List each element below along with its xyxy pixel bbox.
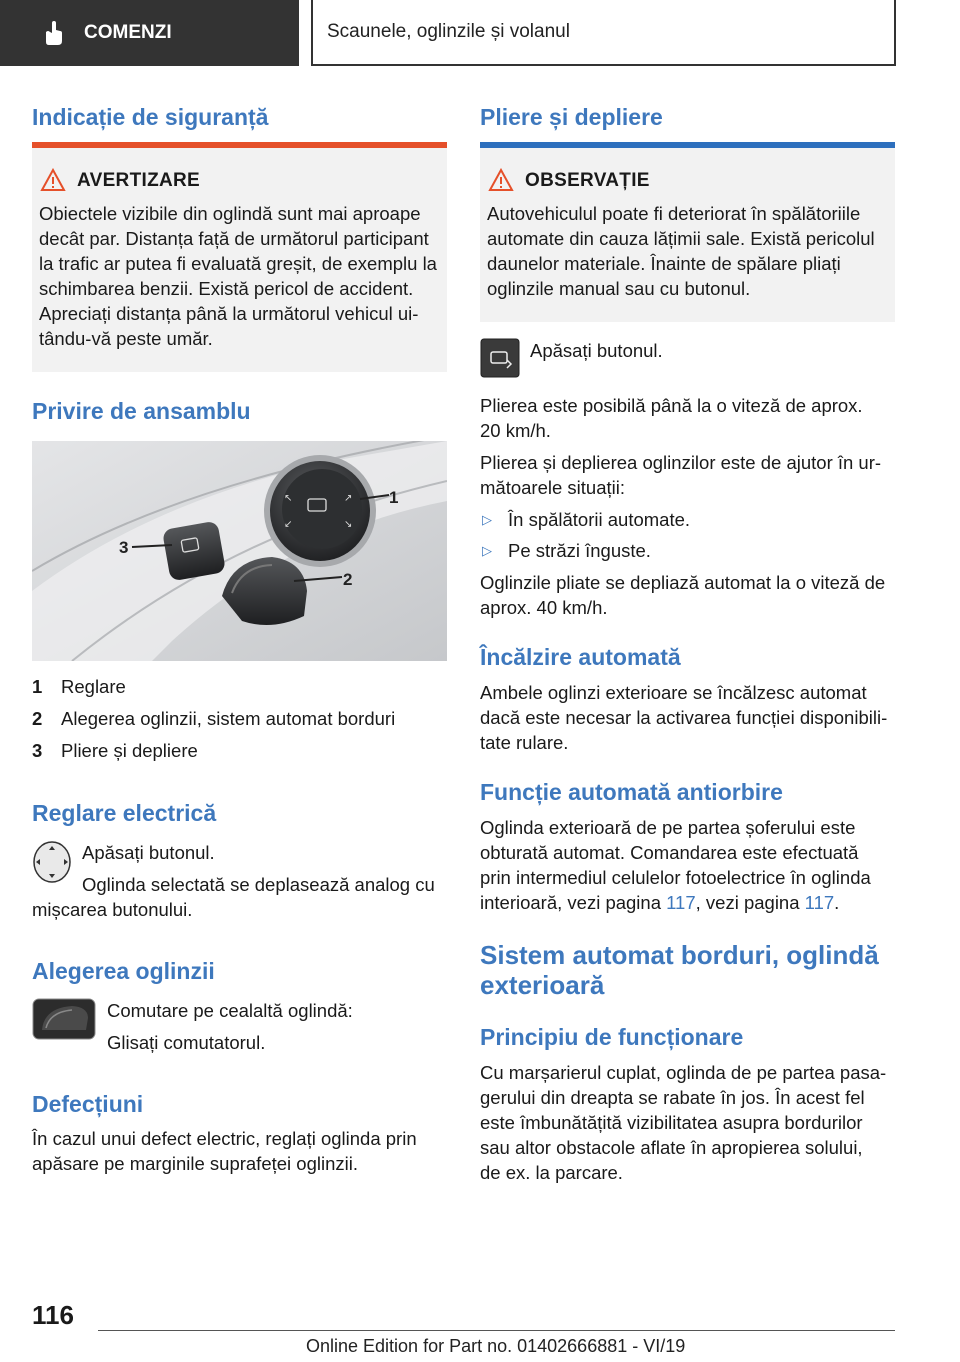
caution-triangle-icon xyxy=(488,168,514,192)
select-line: Glisați comutatorul. xyxy=(107,1032,266,1053)
bullet-item: În spălătorii automate. xyxy=(508,509,691,530)
svg-text:↖: ↖ xyxy=(284,493,293,504)
defects-line: În cazul unui defect electric, reglați oglinda prin xyxy=(32,1128,417,1149)
antiglare-heading: Funcție automată antiorbire xyxy=(480,779,783,805)
note-line: Autovehiculul poate fi deteriorat în spălătoriile xyxy=(487,203,861,224)
note-title: OBSERVAȚIE xyxy=(525,170,650,191)
antiglare-line: prin intermediul celulelor fotoelectrice în oglinda xyxy=(480,867,871,888)
antiglare-text: , vezi pagina xyxy=(695,892,805,913)
antiglare-text: interioară, vezi pagina xyxy=(480,892,667,913)
fold-paragraph-line: aprox. 40 km/h. xyxy=(480,597,608,618)
hand-pointer-icon xyxy=(40,20,66,46)
antiglare-line xyxy=(480,890,839,915)
svg-text:↙: ↙ xyxy=(284,519,293,530)
principle-heading: Principiu de funcționare xyxy=(480,1024,744,1050)
warning-title: AVERTIZARE xyxy=(77,170,200,191)
warning-line: decât par. Distanța față de următorul participant xyxy=(39,228,429,249)
heating-line: Ambele oglinzi exterioare se încălzesc automat xyxy=(480,682,867,703)
fold-paragraph-line: Plierea este posibilă până la o viteză de aprox. xyxy=(480,395,863,416)
electric-heading: Reglare electrică xyxy=(32,800,217,826)
electric-line: mișcarea butonului. xyxy=(32,899,193,920)
fold-heading: Pliere și depliere xyxy=(480,104,663,130)
legend-number: 2 xyxy=(32,708,43,729)
curb-heading-line: exterioară xyxy=(480,970,605,1000)
mirror-selector-switch-icon xyxy=(32,998,96,1040)
fold-paragraph-line: Plierea și deplierea oglinzilor este de ajutor în ur- xyxy=(480,452,882,473)
section-tab xyxy=(0,0,299,66)
note-line: oglinzile manual sau cu butonul. xyxy=(487,278,751,299)
note-box xyxy=(480,142,895,322)
heating-line: dacă este necesar la activarea funcției disponibili- xyxy=(480,707,888,728)
warning-line: schimbarea benzii. Există pericol de accident. xyxy=(39,278,414,299)
fold-paragraph-line: Oglinzile pliate se depliază automat la o viteză de xyxy=(480,572,886,593)
warning-line: Apreciați distanța până la următorul vehicul ui- xyxy=(39,303,419,324)
svg-text:↗: ↗ xyxy=(344,493,353,504)
note-line: automate din cauza lățimii sale. Există pericolul xyxy=(487,228,875,249)
safety-heading: Indicație de siguranță xyxy=(32,104,269,130)
legend-number: 1 xyxy=(32,676,43,697)
principle-line: este îmbunătățită vizibilitatea asupra bordurilor xyxy=(480,1112,863,1133)
callout-3: 3 xyxy=(119,538,129,557)
bullet-triangle-icon: ▷ xyxy=(482,543,492,558)
bullet-triangle-icon: ▷ xyxy=(482,512,492,527)
electric-press: Apăsați butonul. xyxy=(82,842,215,863)
antiglare-text: . xyxy=(834,892,840,913)
warning-line: tându-vă peste umăr. xyxy=(39,328,213,349)
page-header xyxy=(0,0,960,66)
mirror-control-illustration xyxy=(32,441,447,661)
section-tab-label: COMENZI xyxy=(84,22,172,43)
fold-paragraph-line: 20 km/h. xyxy=(480,420,551,441)
chapter-title-text: Scaunele, oglinzile și volanul xyxy=(327,21,570,42)
svg-text:↘: ↘ xyxy=(344,519,353,530)
legend-text: Reglare xyxy=(61,676,126,697)
warning-box xyxy=(32,142,447,372)
defects-line: apăsare pe marginile suprafeței oglinzii. xyxy=(32,1153,358,1174)
legend-text: Alegerea oglinzii, sistem automat borduri xyxy=(61,708,396,729)
principle-line: sau altor obstacole aflate în apropierea solului, xyxy=(480,1137,863,1158)
warning-text xyxy=(39,201,437,351)
warning-line: Obiectele vizibile din oglindă sunt mai aproape xyxy=(39,203,421,224)
curb-heading xyxy=(480,940,879,1000)
edition-text: Online Edition for Part no. 01402666881 - VI/19 xyxy=(306,1336,686,1356)
overview-heading: Privire de ansamblu xyxy=(32,398,251,424)
page-link-117[interactable]: 117 xyxy=(666,892,696,913)
antiglare-line: obturată automat. Comandarea este efectuată xyxy=(480,842,859,863)
legend-text: Pliere și depliere xyxy=(61,740,198,761)
curb-heading-line: Sistem automat borduri, oglindă xyxy=(480,940,879,970)
callout-1: 1 xyxy=(389,488,399,507)
principle-line: de ex. la parcare. xyxy=(480,1162,623,1183)
fold-mirror-button-icon xyxy=(480,338,520,378)
legend-number: 3 xyxy=(32,740,43,761)
select-line: Comutare pe cealaltă oglindă: xyxy=(107,1000,353,1021)
page-number: 116 xyxy=(32,1300,74,1330)
footer-rule xyxy=(98,1330,895,1331)
fold-press: Apăsați butonul. xyxy=(530,340,663,361)
heating-heading: Încălzire automată xyxy=(480,644,681,670)
mirror-control-photo xyxy=(32,441,447,661)
heating-line: tate rulare. xyxy=(480,732,569,753)
bullet-item: Pe străzi înguste. xyxy=(508,540,651,561)
callout-2: 2 xyxy=(343,570,353,589)
select-heading: Alegerea oglinzii xyxy=(32,958,215,984)
principle-line: gerului din dreapta se rabate în jos. În acest fel xyxy=(480,1087,865,1108)
antiglare-line: Oglinda exterioară de pe partea șoferului este xyxy=(480,817,856,838)
warning-line: la trafic ar putea fi evaluată greșit, de exemplu la xyxy=(39,253,437,274)
electric-line: Oglinda selectată se deplasează analog cu xyxy=(82,874,435,895)
note-line: daunelor materiale. Înainte de spălare pliați xyxy=(487,253,841,274)
note-text xyxy=(487,201,875,301)
mirror-adjust-button-icon xyxy=(32,840,72,884)
principle-line: Cu marșarierul cuplat, oglinda de pe partea pasa- xyxy=(480,1062,887,1083)
fold-paragraph-line: mătoarele situații: xyxy=(480,477,625,498)
warning-triangle-icon xyxy=(40,168,66,192)
chapter-title xyxy=(311,0,896,66)
page-link-117[interactable]: 117 xyxy=(804,892,835,913)
defects-heading: Defecțiuni xyxy=(32,1091,144,1117)
